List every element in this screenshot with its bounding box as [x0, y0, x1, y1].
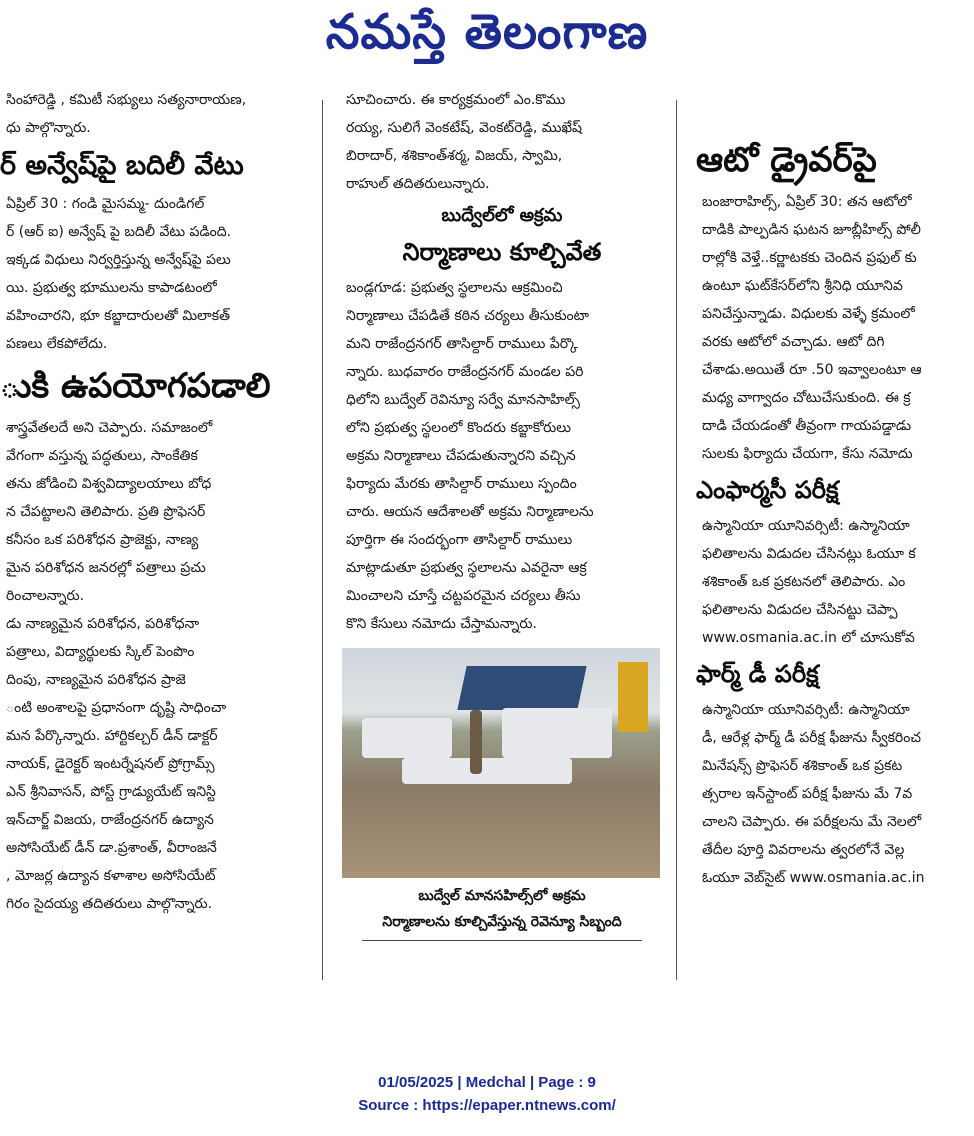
left-column [0, 86, 306, 976]
article-text: నిర్మాణాలు చేపడితే కఠిన చర్యలు తీసుకుంటా [346, 308, 589, 324]
article-text: మధ్య వాగ్వాదం చోటుచేసుకుంది. ఈ క్ర [702, 390, 911, 406]
article-text: ఓయూ వెబ్‌సైట్ www.osmania.ac.in [702, 870, 925, 886]
photo-caption: నిర్మాణాలను కూల్చివేస్తున్న రెవెన్యూ సిబ్బంది [382, 914, 622, 930]
article-text: చేశాడు.అయితే రూ .50 ఇవ్వాలంటూ ఆ [702, 362, 922, 378]
article-text: అక్రమ నిర్మాణాలు చేపడుతున్నారని వచ్చిన [346, 448, 576, 464]
article-text: దింపు, నాణ్యమైన పరిశోధన ప్రాజె [6, 672, 186, 688]
article-text: ఉంటూ ఘట్‌కేసర్‌లోని శ్రీనిధి యూనివ [702, 278, 903, 294]
article-text: త్సరాల ఇన్‌స్టాంట్ పరీక్ష ఫీజును మే 7వ [702, 786, 913, 802]
source-link[interactable]: Source : https://epaper.ntnews.com/ [358, 1097, 616, 1114]
article-text: రయ్య, సులిగే వెంకటేష్, వెంకట్‌రెడ్డి, ముఖేష్ [346, 120, 582, 136]
article-text: పత్రాలు, విద్యార్థులకు స్కిల్ పెంపొం [6, 644, 195, 660]
article-text: లోని ప్రభుత్వ స్థలంలో కొందరు కబ్జాకోరులు [346, 420, 572, 436]
article-text: తను జోడించి విశ్వవిద్యాలయాలు బోధ [6, 476, 212, 492]
column-divider [676, 100, 677, 980]
article-text: ఇన్‌చార్జ్ విజయ, రాజేంద్రనగర్ ఉద్యాన [6, 812, 214, 828]
article-text: మించాలని చూస్తే చట్టపరమైన చర్యలు తీసు [346, 588, 581, 604]
article-text: ఫలితాలను విడుదల చేసినట్టు చెప్పా [702, 602, 898, 618]
article-text: ధు పాల్గొన్నారు. [6, 120, 91, 136]
article-text: వహించారని, భూ కబ్జాదారులతో మిలాకత్ [6, 308, 230, 324]
article-text: వేగంగా వస్తున్న పద్ధతులు, సాంకేతిక [6, 448, 198, 464]
article-text: వరకు ఆటోలో వచ్చాడు. ఆటో దిగి [702, 334, 885, 350]
article-text: సింహారెడ్డి , కమిటీ సభ్యులు సత్యనారాయణ, [6, 92, 247, 108]
article-text: దాడికి పాల్పడిన ఘటన జూబ్లీహిల్స్ పోలీ [702, 222, 921, 238]
photo-caption: బుద్వేల్ మానసహిల్స్‌లో అక్రమ [418, 888, 586, 904]
article-text: , మోజర్ల ఉద్యాన కళాశాల అసోసియేట్ [6, 868, 216, 884]
article-text: డీ, ఆరేళ్ల ఫార్మ్ డీ పరీక్ష ఫీజును స్వీకరించ [702, 730, 921, 746]
caption-divider [362, 940, 642, 941]
article-text: బంజారాహిల్స్, ఏప్రిల్ 30: తన ఆటోలో [702, 194, 912, 210]
article-text: మని రాజేంద్రనగర్ తాసిల్దార్ రాములు పేర్కొ [346, 336, 578, 352]
article-text: శశికాంత్ ఒక ప్రకటనలో తెలిపారు. ఎం [702, 574, 906, 590]
headline-transfer: ర్ అన్వేష్‌పై బదిలీ వేటు [0, 150, 244, 181]
article-text: మినేషన్స్ ప్రొఫెసర్ శశికాంత్ ఒక ప్రకట [702, 758, 903, 774]
article-text: ఫిర్యాదు మేరకు తాసిల్దార్ రాములు స్పందిం [346, 476, 577, 492]
article-text: ంటి అంశాలపై ప్రధానంగా దృష్టి సాధించా [6, 700, 227, 716]
article-text: చారు. ఆయన ఆదేశాలతో అక్రమ నిర్మాణాలను [346, 504, 594, 520]
article-text: కనీసం ఒక పరిశోధన ప్రాజెక్టు, నాణ్య [6, 532, 199, 548]
masthead [0, 0, 974, 82]
article-text: చాలని చెప్పారు. ఈ పరీక్షలను మే నెలలో [702, 814, 922, 830]
article-text: ఎన్ శ్రీనివాసన్, పోస్ట్ గ్రాడ్యుయేట్ ఇనిస్టి [6, 784, 216, 800]
article-text: మన పేర్కొన్నారు. హార్టికల్చర్ డీన్ డాక్టర్ [6, 728, 218, 744]
article-text: ధిలోని బుద్వేల్ రెవిన్యూ సర్వే మానసాహిల్స్ [346, 392, 580, 408]
article-text: బిరాదార్, శశికాంత్‌శర్మ, విజయ్, స్వామి, [346, 148, 563, 164]
article-text: గిరం సైదయ్య తదితరులు పాల్గొన్నారు. [6, 896, 213, 912]
article-text: ఉస్మానియా యూనివర్సిటీ: ఉస్మానియా [702, 702, 910, 718]
article-text: బండ్లగూడ: ప్రభుత్వ స్థలాలను ఆక్రమించి [346, 280, 563, 296]
article-text: ర్ (ఆర్ ఐ) అన్వేష్ పై బదిలీ వేటు పడింది. [6, 224, 232, 240]
article-text: శాస్త్రవేతలదే అని చెప్పారు. సమాజంలో [6, 420, 213, 436]
article-text: న చేపట్టాలని తెలిపారు. ప్రతి ప్రొఫెసర్ [6, 504, 206, 520]
article-text: రించాలన్నారు. [6, 588, 85, 604]
article-text: పణలు లేకపోలేదు. [6, 336, 108, 352]
article-text: ఏప్రిల్ 30 : గండి మైసమ్మ- దుండిగల్ [6, 196, 205, 212]
middle-column [340, 86, 664, 986]
article-text: రాహుల్ తదితరులున్నారు. [346, 176, 490, 192]
column-divider [322, 100, 323, 980]
headline-pharmd: ఫార్మ్ డీ పరీక్ష [696, 660, 819, 688]
masthead-logo: నమస్తే తెలంగాణ [325, 4, 649, 60]
kicker: బుద్వేల్‌లో అక్రమ [441, 205, 563, 226]
article-text: ఉస్మానియా యూనివర్సిటీ: ఉస్మానియా [702, 518, 910, 534]
article-text: మైన పరిశోధన జనరల్లో పత్రాలు ప్రచు [6, 560, 206, 576]
headline-auto-driver: ఆటో డ్రైవర్‌పై [696, 140, 877, 180]
article-text: యి. ప్రభుత్వ భూములను కాపాడటంలో [6, 280, 217, 296]
article-text: పనిచేస్తున్నాడు. విధులకు వెళ్ళే క్రమంలో [702, 306, 915, 322]
article-text: డు నాణ్యమైన పరిశోధన, పరిశోధనా [6, 616, 200, 632]
article-text: www.osmania.ac.in లో చూసుకోవ [702, 630, 915, 646]
article-text: దాడి చేయడంతో తీవ్రంగా గాయపడ్డాడు [702, 418, 912, 434]
article-text: తేదీల పూర్తి వివరాలను త్వరలోనే వెల్ల [702, 842, 905, 858]
article-text: సులకు ఫిర్యాదు చేయగా, కేసు నమోదు [702, 446, 913, 462]
article-text: నాయక్, డైరెక్టర్ ఇంటర్నేషనల్ ప్రోగ్రామ్స్ [6, 756, 215, 772]
edition-info: 01/05/2025 | Medchal | Page : 9 [378, 1074, 596, 1091]
news-photo [342, 648, 660, 878]
headline-mpharmacy: ఎంఫార్మసీ పరీక్ష [696, 476, 839, 504]
article-text: అసోసియేట్ డీన్ డా.ప్రశాంత్, వీరాంజనే [6, 840, 217, 856]
headline-research: ుకి ఉపయోగపడాలి [0, 366, 271, 406]
right-column [696, 86, 974, 976]
article-text: పూర్తిగా ఈ సందర్భంగా తాసిల్దార్ రాములు [346, 532, 573, 548]
article-text: న్నారు. బుధవారం రాజేంద్రనగర్ మండల పరి [346, 364, 584, 380]
article-text: సూచించారు. ఈ కార్యక్రమంలో ఎం.కొము [346, 92, 566, 108]
article-text: మాట్లాడుతూ ప్రభుత్వ స్థలాలను ఎవరైనా ఆక్ర [346, 560, 587, 576]
article-text: రాల్లోకి వెళ్తే..కర్ణాటకకు చెందిన ప్రఫుల్ కు [702, 250, 917, 266]
headline-demolition: నిర్మాణాలు కూల్చివేత [402, 238, 602, 266]
article-text: ఫలితాలను విడుదల చేసినట్లు ఓయూ క [702, 546, 916, 562]
article-text: కొని కేసులు నమోదు చేస్తామన్నారు. [346, 616, 537, 632]
article-text: ఇక్కడ విధులు నిర్వర్తిస్తున్న అన్వేష్‌పై పలు [6, 252, 231, 268]
